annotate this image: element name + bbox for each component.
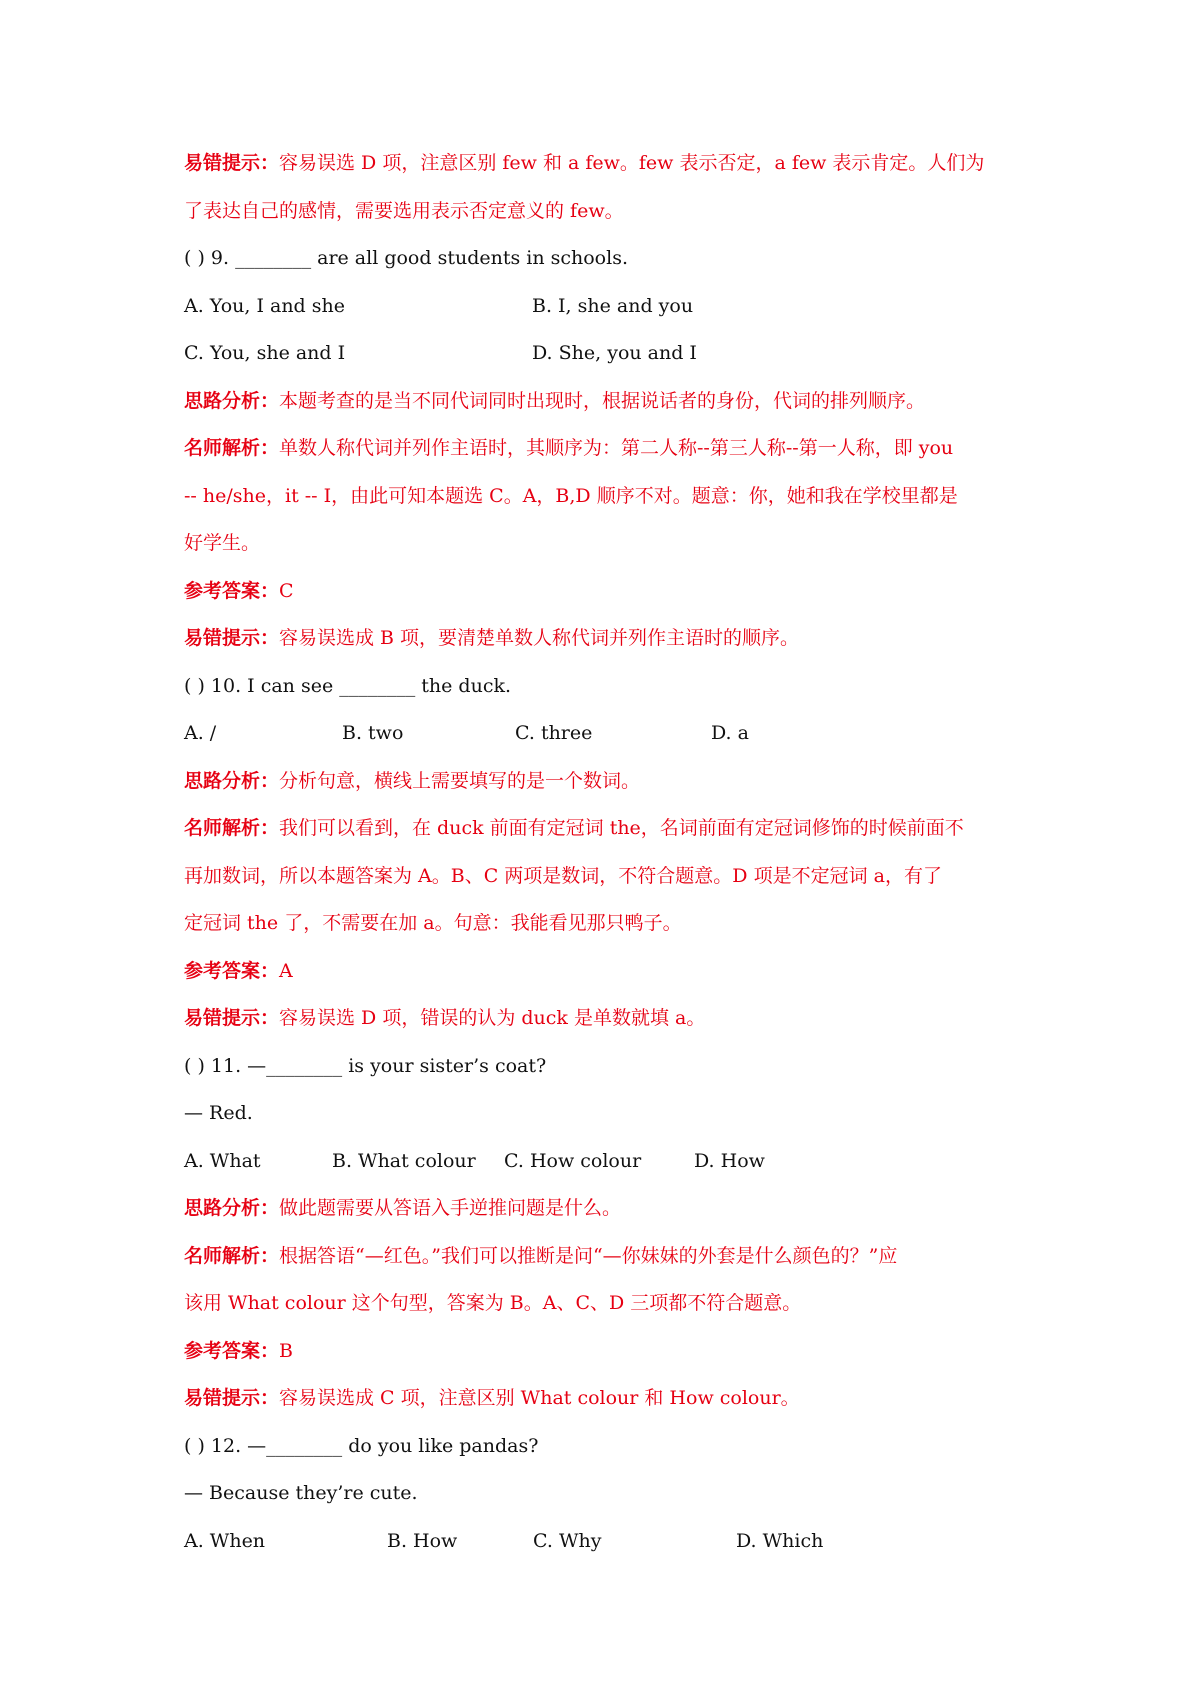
q11-explain-line-2: 该用 What colour 这个句型，答案为 B。A、C、D 三项都不符合题意。 [184,1292,802,1314]
q12-option-c: C. Why [533,1529,602,1552]
tip-text: 容易误选成 B 项，要清楚单数人称代词并列作主语时的顺序。 [279,627,800,649]
q11-option-d: D. How [694,1149,765,1172]
explain-label: 名师解析： [184,437,280,459]
q9-explain [184,425,1024,473]
q10-explain-line-2: 再加数词，所以本题答案为 A。B、C 两项是数词，不符合题意。D 项是不定冠词 a，有了 [184,864,942,887]
q11-option-b: B. What colour [332,1149,476,1172]
q11-tip [184,1375,1024,1423]
q9-answer [184,568,1024,616]
answer-value: C [279,579,294,602]
q11-stem: ( ) 11. —________ is your sister’s coat? [184,1054,547,1077]
q11-options-row [184,1138,1024,1186]
explain-label: 名师解析： [184,817,280,839]
analysis-label: 思路分析： [184,1197,280,1219]
q12-option-a: A. When [184,1529,266,1552]
answer-value: B [279,1339,293,1362]
q9-options-row-2 [184,330,1024,378]
answer-label: 参考答案： [184,959,280,982]
q12-reply: — Because they’re cute. [184,1482,418,1504]
explain-text: 我们可以看到，在 duck 前面有定冠词 the，名词前面有定冠词修饰的时候前面不 [279,817,964,839]
q8-tip-line [184,140,1024,188]
q9-option-b: B. I, she and you [532,294,694,317]
q10-stem: ( ) 10. I can see ________ the duck. [184,674,512,697]
q10-options-row [184,710,1024,758]
q12-options-row [184,1518,1024,1566]
analysis-text: 做此题需要从答语入手逆推问题是什么。 [279,1197,622,1219]
q11-explain [184,1233,1024,1281]
q9-stem: ( ) 9. ________ are all good students in schools. [184,247,628,269]
analysis-label: 思路分析： [184,769,280,792]
q8-tip-line-2: 了表达自己的感情，需要选用表示否定意义的 few。 [184,199,624,222]
q10-option-c: C. three [515,722,593,744]
answer-value: A [279,959,293,982]
q9-option-c: C. You, she and I [184,342,346,364]
q11-reply: — Red. [184,1102,253,1124]
explain-label: 名师解析： [184,1244,280,1267]
q10-answer [184,948,1024,996]
q10-analysis [184,758,1024,806]
q12-option-b: B. How [387,1529,458,1552]
tip-label: 易错提示： [184,1387,280,1409]
analysis-text: 分析句意，横线上需要填写的是一个数词。 [279,769,641,792]
analysis-label: 思路分析： [184,389,280,412]
tip-label: 易错提示： [184,1007,280,1029]
q9-options-row-1 [184,283,1024,331]
q11-analysis [184,1185,1024,1233]
document-page [184,140,1024,1565]
analysis-text: 本题考查的是当不同代词同时出现时，根据说话者的身份，代词的排列顺序。 [279,389,926,412]
q12-option-d: D. Which [736,1529,824,1552]
q10-option-a: A. / [184,722,217,744]
q12-stem: ( ) 12. —________ do you like pandas? [184,1434,539,1457]
answer-label: 参考答案： [184,579,280,602]
q9-option-a: A. You, I and she [184,294,345,317]
explain-text: 单数人称代词并列作主语时，其顺序为：第二人称--第三人称--第一人称，即 you [279,437,954,459]
q11-answer [184,1328,1024,1376]
tip-text: 容易误选成 C 项，注意区别 What colour 和 How colour。 [279,1387,800,1409]
q9-explain-line-2: -- he/she，it -- I，由此可知本题选 C。A，B,D 顺序不对。题意：你，她和我在学校里都是 [184,484,958,507]
q9-explain-line-3: 好学生。 [184,532,261,554]
q10-tip [184,995,1024,1043]
q10-explain-line-3: 定冠词 the 了，不需要在加 a。句意：我能看见那只鸭子。 [184,912,682,934]
q9-analysis [184,378,1024,426]
answer-label: 参考答案： [184,1339,280,1362]
tip-label: 易错提示： [184,627,280,649]
q9-option-d: D. She, you and I [532,342,697,364]
tip-text: 容易误选 D 项，错误的认为 duck 是单数就填 a。 [279,1007,706,1029]
tip-text: 容易误选 D 项，注意区别 few 和 a few。few 表示否定，a few 表示肯定。人们为 [279,152,985,174]
tip-label: 易错提示： [184,152,280,174]
q11-option-c: C. How colour [504,1149,642,1172]
q9-tip [184,615,1024,663]
q10-option-b: B. two [342,722,404,744]
explain-text: 根据答语“—红色。”我们可以推断是问“—你妹妹的外套是什么颜色的？”应 [279,1244,898,1267]
q10-explain [184,805,1024,853]
q11-option-a: A. What [184,1149,261,1172]
q10-option-d: D. a [711,722,749,744]
